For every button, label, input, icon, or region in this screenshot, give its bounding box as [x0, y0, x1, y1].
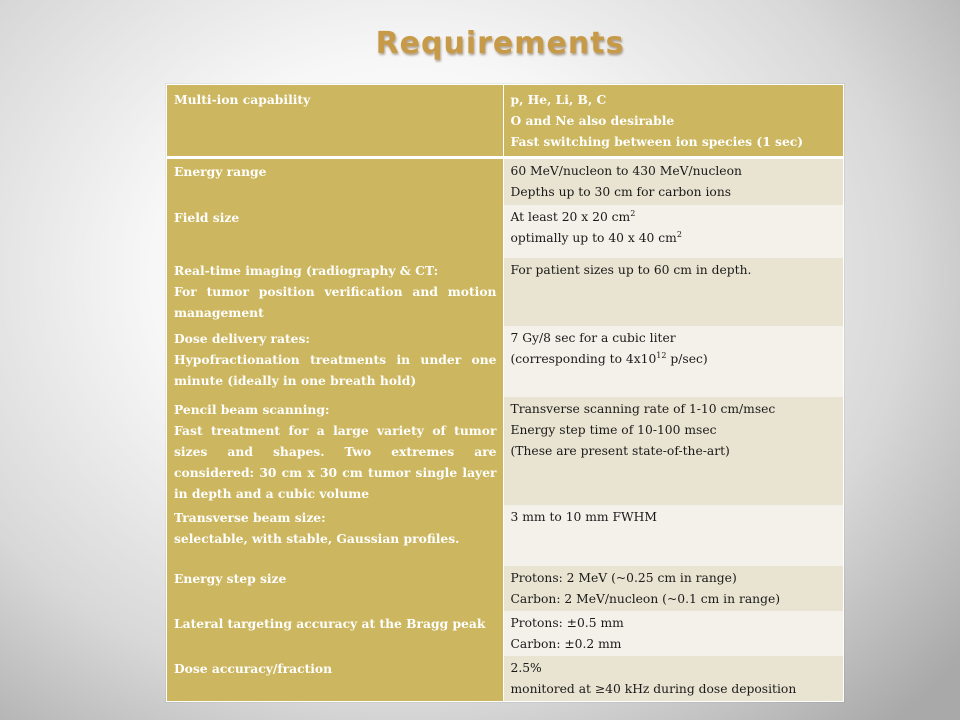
requirement-value-cell: [503, 566, 843, 611]
requirement-value-line: 3 mm to 10 mm FWHM: [510, 509, 657, 524]
requirement-label-cell: [167, 258, 503, 326]
requirement-value-cell: [503, 505, 843, 566]
requirement-value-cell: [503, 258, 843, 326]
requirement-value-cell: [503, 205, 843, 258]
header-value-line: Fast switching between ion species (1 sec): [510, 134, 804, 149]
table-row: [167, 326, 843, 397]
requirement-value-line: (These are present state-of-the-art): [510, 443, 730, 458]
table-row: [167, 205, 843, 258]
requirement-label-line: Field size: [174, 209, 240, 225]
requirement-value-line: For patient sizes up to 60 cm in depth.: [510, 262, 752, 277]
requirement-label-line: Energy step size: [174, 570, 287, 586]
table-row: [167, 566, 843, 611]
requirement-label-line: Transverse beam size:: [174, 509, 326, 525]
requirement-label-line: Fast treatment for a large variety of tumor sizes and shapes. Two extremes are considered: 30 cm x 30 cm tumor single layer in depth and a cubic volume: [174, 422, 497, 501]
requirement-label-line: selectable, with stable, Gaussian profiles.: [174, 530, 460, 546]
requirement-value-line: Depths up to 30 cm for carbon ions: [510, 185, 732, 199]
table-row: [167, 258, 843, 326]
requirement-label-line: Energy range: [174, 164, 267, 179]
requirement-value-line: Protons: ±0.5 mm: [510, 615, 624, 630]
requirement-label-cell: [167, 158, 503, 205]
requirement-value-cell: [503, 158, 843, 205]
requirement-value-line: Carbon: 2 MeV/nucleon (~0.1 cm in range): [510, 591, 781, 606]
table-row: [167, 397, 843, 505]
requirement-value-line: [511, 228, 837, 249]
header-label-cell: Multi-ion capability: [167, 85, 503, 158]
table-row: [167, 158, 843, 205]
requirement-label-cell: [167, 566, 503, 611]
header-value-line: O and Ne also desirable: [510, 113, 675, 128]
requirement-value-line: Energy step time of 10-100 msec: [510, 422, 717, 437]
table-row: [167, 611, 843, 656]
header-value-line: p, He, Li, B, C: [510, 92, 607, 107]
requirement-value-cell: [503, 397, 843, 505]
requirement-label-cell: [167, 656, 503, 701]
requirement-label-line: Dose delivery rates:: [174, 330, 310, 346]
value-text: optimally up to 40 x 40 cm: [510, 230, 677, 245]
requirement-label-line: Real-time imaging (radiography & CT:: [174, 262, 439, 278]
requirements-table: [166, 84, 844, 702]
requirement-value-cell: [503, 611, 843, 656]
requirement-label-cell: [167, 611, 503, 656]
superscript: 2: [630, 208, 636, 218]
table-body: [167, 85, 843, 701]
superscript: 2: [676, 229, 682, 239]
requirement-label-cell: [167, 505, 503, 566]
requirement-label-cell: [167, 205, 503, 258]
requirement-value-line: Protons: 2 MeV (~0.25 cm in range): [510, 570, 737, 585]
slide-title: Requirements: [375, 26, 625, 61]
value-text: (corresponding to 4x10: [510, 351, 657, 366]
requirement-label-line: For tumor position verification and motion management: [174, 283, 497, 320]
requirement-value-line: Transverse scanning rate of 1-10 cm/msec: [510, 401, 776, 416]
table-row: [167, 656, 843, 701]
requirement-label-line: Lateral targeting accuracy at the Bragg peak: [174, 615, 486, 631]
table-header-row: [167, 85, 843, 158]
requirement-value-line: Carbon: ±0.2 mm: [510, 636, 622, 651]
requirement-value-line: 7 Gy/8 sec for a cubic liter: [510, 330, 676, 345]
requirement-value-line: 60 MeV/nucleon to 430 MeV/nucleon: [510, 164, 742, 178]
requirement-value-line: 2.5%: [510, 660, 542, 675]
requirement-value-line: [511, 207, 837, 228]
superscript: 12: [656, 350, 667, 360]
requirement-label-line: Dose accuracy/fraction: [174, 660, 333, 676]
requirement-value-line: [511, 349, 837, 370]
table-row: [167, 505, 843, 566]
requirement-label-line: Pencil beam scanning:: [174, 401, 330, 417]
requirement-value-cell: [503, 656, 843, 701]
header-value-cell: [503, 85, 843, 158]
value-text: p/sec): [666, 351, 708, 366]
requirement-label-cell: [167, 397, 503, 505]
requirement-value-cell: [503, 326, 843, 397]
value-text: At least 20 x 20 cm: [510, 209, 631, 224]
requirement-label-cell: [167, 326, 503, 397]
requirement-label-line: Hypofractionation treatments in under one minute (ideally in one breath hold): [174, 351, 497, 388]
requirement-value-line: monitored at ≥40 kHz during dose deposition: [510, 681, 797, 696]
